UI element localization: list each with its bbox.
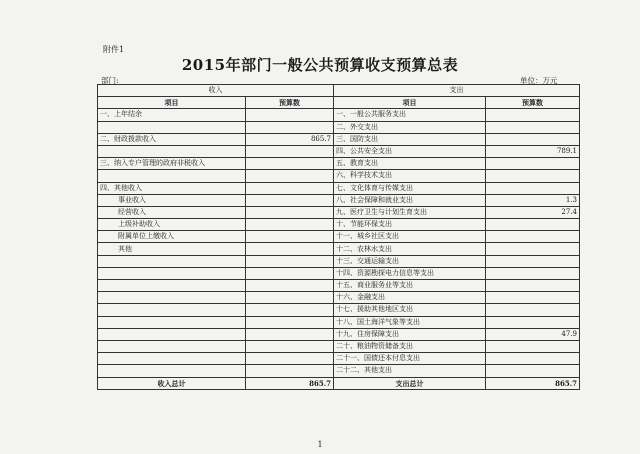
expense-item-cell: 十四、资源勘探电力信息等支出 xyxy=(334,267,486,279)
income-item-cell xyxy=(98,353,246,365)
table-row xyxy=(98,316,580,328)
expense-item-cell: 十二、农林水支出 xyxy=(334,243,486,255)
table-row xyxy=(98,194,580,206)
expense-item-cell: 三、国防支出 xyxy=(334,133,486,145)
table-row xyxy=(98,340,580,352)
table-row xyxy=(98,109,580,121)
expense-amount-cell xyxy=(486,133,580,145)
expense-amount-cell xyxy=(486,365,580,377)
expense-amount-cell: 27.4 xyxy=(486,206,580,218)
unit-label: 单位：万元 xyxy=(520,76,558,85)
expense-amount-cell xyxy=(486,109,580,121)
income-amount-cell xyxy=(246,121,334,133)
expense-total-amount: 865.7 xyxy=(486,377,580,389)
income-item-cell: 事业收入 xyxy=(98,194,246,206)
expense-item-header: 项目 xyxy=(334,97,486,109)
income-item-cell: 上级补助收入 xyxy=(98,219,246,231)
table-row xyxy=(98,280,580,292)
income-amount-cell xyxy=(246,194,334,206)
income-item-header: 项目 xyxy=(98,97,246,109)
expense-amount-cell xyxy=(486,340,580,352)
income-item-cell xyxy=(98,328,246,340)
expense-item-cell: 十九、住房保障支出 xyxy=(334,328,486,340)
table-row xyxy=(98,292,580,304)
table-row xyxy=(98,255,580,267)
expense-item-cell: 二十二、其他支出 xyxy=(334,365,486,377)
table-row xyxy=(98,182,580,194)
income-amount-cell xyxy=(246,145,334,157)
expense-amount-cell xyxy=(486,292,580,304)
expense-item-cell: 二十、粮油物资储备支出 xyxy=(334,340,486,352)
income-item-cell: 经营收入 xyxy=(98,206,246,218)
totals-row xyxy=(98,377,580,389)
income-amount-cell xyxy=(246,365,334,377)
expense-item-cell: 九、医疗卫生与计划生育支出 xyxy=(334,206,486,218)
income-amount-cell xyxy=(246,353,334,365)
expense-amount-cell xyxy=(486,231,580,243)
expense-item-cell: 十七、援助其他地区支出 xyxy=(334,304,486,316)
expense-item-cell: 二、外交支出 xyxy=(334,121,486,133)
income-item-cell: 附属单位上缴收入 xyxy=(98,231,246,243)
table-row xyxy=(98,304,580,316)
table-row xyxy=(98,353,580,365)
expense-item-cell: 十、节能环保支出 xyxy=(334,219,486,231)
income-amount-header: 预算数 xyxy=(246,97,334,109)
income-amount-cell xyxy=(246,267,334,279)
column-header-row xyxy=(98,97,580,109)
table-row xyxy=(98,231,580,243)
expense-amount-cell xyxy=(486,158,580,170)
expense-item-cell: 六、科学技术支出 xyxy=(334,170,486,182)
expense-amount-cell xyxy=(486,243,580,255)
expense-item-cell: 十一、城乡社区支出 xyxy=(334,231,486,243)
expense-item-cell: 七、文化体育与传媒支出 xyxy=(334,182,486,194)
expense-amount-cell: 1.3 xyxy=(486,194,580,206)
expense-item-cell: 二十一、国债还本付息支出 xyxy=(334,353,486,365)
page-number: 1 xyxy=(317,440,323,449)
income-item-cell xyxy=(98,316,246,328)
expense-amount-cell xyxy=(486,280,580,292)
table-row xyxy=(98,121,580,133)
income-amount-cell xyxy=(246,280,334,292)
expense-amount-cell xyxy=(486,267,580,279)
department-label: 部门: xyxy=(101,76,119,85)
table-row xyxy=(98,158,580,170)
expense-item-cell: 十三、交通运输支出 xyxy=(334,255,486,267)
page-title: 2015年部门一般公共预算收支预算总表 xyxy=(181,56,459,74)
income-item-cell: 一、上年结余 xyxy=(98,109,246,121)
income-item-cell: 三、纳入专户管理的政府非税收入 xyxy=(98,158,246,170)
income-amount-cell xyxy=(246,158,334,170)
expense-amount-cell xyxy=(486,316,580,328)
expense-item-cell: 十八、国土海洋气象等支出 xyxy=(334,316,486,328)
expense-amount-cell xyxy=(486,170,580,182)
table-row xyxy=(98,328,580,340)
income-item-cell: 二、财政拨款收入 xyxy=(98,133,246,145)
income-amount-cell: 865.7 xyxy=(246,133,334,145)
expense-amount-cell: 789.1 xyxy=(486,145,580,157)
income-item-cell xyxy=(98,304,246,316)
income-amount-cell xyxy=(246,292,334,304)
income-amount-cell xyxy=(246,206,334,218)
expense-amount-cell xyxy=(486,304,580,316)
income-section-header: 收入 xyxy=(98,85,334,97)
income-item-cell: 其他 xyxy=(98,243,246,255)
expense-section-header: 支出 xyxy=(334,85,580,97)
income-amount-cell xyxy=(246,316,334,328)
income-amount-cell xyxy=(246,182,334,194)
table-row xyxy=(98,206,580,218)
expense-item-cell: 五、教育支出 xyxy=(334,158,486,170)
expense-amount-header: 预算数 xyxy=(486,97,580,109)
table-row xyxy=(98,145,580,157)
budget-summary-table xyxy=(97,84,580,390)
table-row xyxy=(98,219,580,231)
income-amount-cell xyxy=(246,170,334,182)
income-item-cell xyxy=(98,365,246,377)
income-amount-cell xyxy=(246,255,334,267)
expense-item-cell: 八、社会保障和就业支出 xyxy=(334,194,486,206)
expense-total-label: 支出总计 xyxy=(334,377,486,389)
section-header-row xyxy=(98,85,580,97)
expense-amount-cell: 47.9 xyxy=(486,328,580,340)
expense-item-cell: 一、一般公共服务支出 xyxy=(334,109,486,121)
income-amount-cell xyxy=(246,109,334,121)
expense-amount-cell xyxy=(486,219,580,231)
income-amount-cell xyxy=(246,219,334,231)
table-row xyxy=(98,365,580,377)
income-total-amount: 865.7 xyxy=(246,377,334,389)
attachment-label: 附件1 xyxy=(103,45,125,54)
income-item-cell xyxy=(98,145,246,157)
income-item-cell: 四、其他收入 xyxy=(98,182,246,194)
income-item-cell xyxy=(98,267,246,279)
table-row xyxy=(98,243,580,255)
expense-amount-cell xyxy=(486,353,580,365)
income-item-cell xyxy=(98,292,246,304)
income-total-label: 收入总计 xyxy=(98,377,246,389)
table-row xyxy=(98,133,580,145)
income-item-cell xyxy=(98,121,246,133)
expense-item-cell: 十五、商业服务业等支出 xyxy=(334,280,486,292)
income-item-cell xyxy=(98,255,246,267)
expense-item-cell: 十六、金融支出 xyxy=(334,292,486,304)
expense-amount-cell xyxy=(486,121,580,133)
income-amount-cell xyxy=(246,340,334,352)
expense-amount-cell xyxy=(486,255,580,267)
table-row xyxy=(98,170,580,182)
income-amount-cell xyxy=(246,231,334,243)
expense-item-cell: 四、公共安全支出 xyxy=(334,145,486,157)
income-item-cell xyxy=(98,340,246,352)
expense-amount-cell xyxy=(486,182,580,194)
income-amount-cell xyxy=(246,304,334,316)
table-row xyxy=(98,267,580,279)
income-amount-cell xyxy=(246,243,334,255)
income-amount-cell xyxy=(246,328,334,340)
income-item-cell xyxy=(98,170,246,182)
income-item-cell xyxy=(98,280,246,292)
